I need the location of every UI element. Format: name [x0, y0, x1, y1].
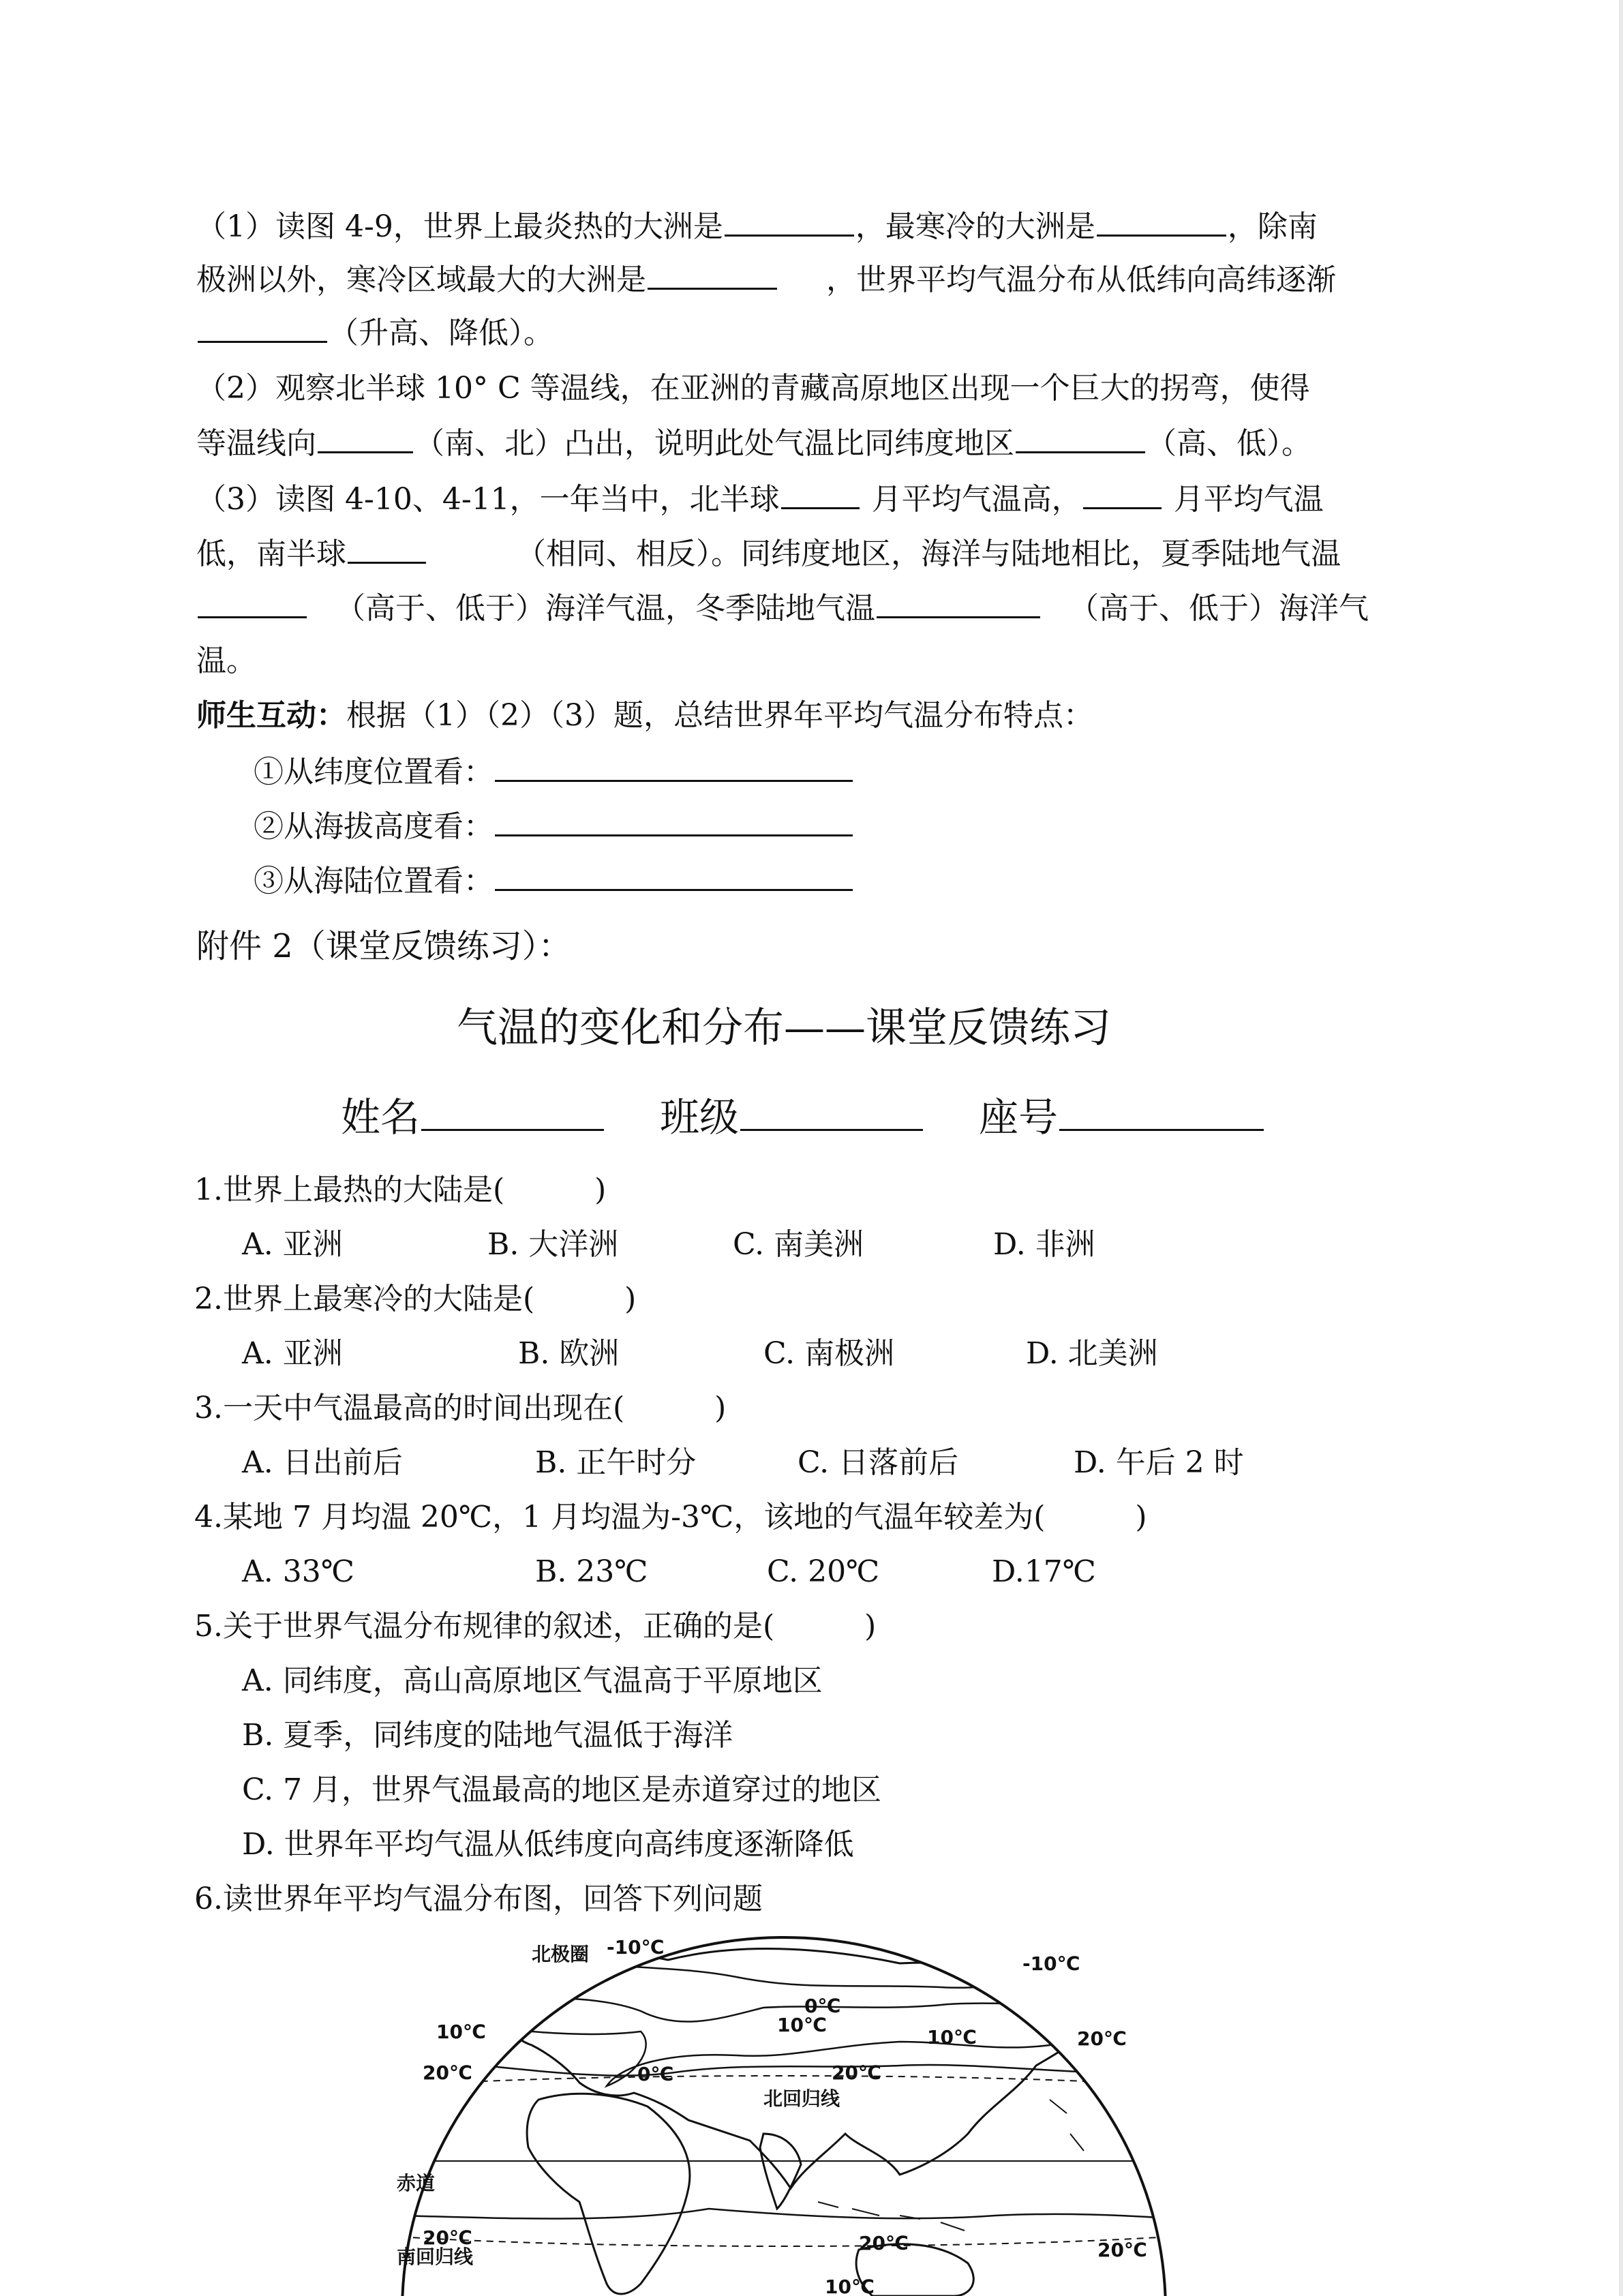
- interaction-item-label: ①从纬度位置看：: [254, 755, 494, 789]
- blank-north-month-low[interactable]: [1083, 477, 1162, 509]
- interaction-text: 根据（1）（2）（3）题，总结世界年平均气温分布特点：: [346, 698, 1093, 733]
- option-c[interactable]: C. 20℃: [767, 1554, 880, 1589]
- q1-text-f: （升高、降低）。: [329, 316, 553, 350]
- option-b[interactable]: B. 正午时分: [535, 1445, 697, 1480]
- label-isotherm-0: 0℃: [637, 2063, 674, 2085]
- q3-line-3: [196, 586, 1369, 629]
- option-c[interactable]: C. 日落前后: [798, 1445, 959, 1480]
- q3-line-2: [196, 532, 1341, 575]
- label-isotherm-20-south-west: 20℃: [423, 2226, 472, 2249]
- q1-line-3: [196, 311, 553, 354]
- q3-text-e: （相同、相反）。同纬度地区，海洋与陆地相比，夏季陆地气温: [516, 537, 1341, 571]
- option-c[interactable]: C. 南极洲: [763, 1336, 895, 1371]
- landmass-islands: [818, 2100, 1084, 2231]
- q1-line-2: [196, 258, 1336, 301]
- option-a[interactable]: A. 33℃: [242, 1554, 354, 1589]
- tropic-of-capricorn-line: [389, 2236, 1179, 2246]
- label-isotherm-minus10: -10℃: [607, 1936, 665, 1959]
- q3-text-d: 低，南半球: [196, 537, 346, 571]
- blank-summer-land[interactable]: [198, 586, 307, 618]
- name-label: 姓名: [341, 1094, 421, 1141]
- q3-text-a: （3）读图 4-10、4-11，一年当中，北半球: [196, 482, 780, 517]
- blank-compare[interactable]: [1016, 421, 1145, 453]
- q2-line-1: （2）观察北半球 10° C 等温线，在亚洲的青藏高原地区出现一个巨大的拐弯，使得: [196, 371, 1310, 406]
- q1-text-d: 极洲以外，寒冷区域最大的大洲是: [196, 262, 646, 297]
- option-d[interactable]: D.17℃: [992, 1554, 1096, 1589]
- interaction-item-3: [254, 859, 854, 902]
- landmass-india: [760, 2134, 801, 2209]
- name-field[interactable]: [421, 1091, 604, 1131]
- q2-text-a: 等温线向: [196, 426, 316, 461]
- question-5-option-a[interactable]: A. 同纬度，高山高原地区气温高于平原地区: [242, 1663, 823, 1698]
- q1-text-c: ，除南: [1227, 209, 1318, 244]
- isotherm-20: [409, 2059, 1172, 2076]
- q2-line-2: [196, 421, 1311, 464]
- class-field[interactable]: [740, 1091, 923, 1131]
- seat-label: 座号: [979, 1094, 1059, 1141]
- q1-text-b: ，最寒冷的大洲是: [855, 209, 1095, 244]
- label-isotherm-20-south-mid: 20℃: [859, 2232, 909, 2254]
- option-b[interactable]: B. 欧洲: [518, 1336, 620, 1371]
- question-6-stem: 6.读世界年平均气温分布图，回答下列问题: [194, 1882, 763, 1916]
- landmass-africa: [527, 2094, 690, 2294]
- question-3-options: [242, 1442, 1244, 1483]
- blank-trend[interactable]: [198, 311, 327, 343]
- option-c[interactable]: C. 南美洲: [733, 1227, 864, 1262]
- label-isotherm-minus10-east: -10℃: [1022, 1952, 1080, 1975]
- q3-text-g: （高于、低于）海洋气: [1069, 591, 1369, 626]
- question-4-stem: 4.某地 7 月均温 20℃，1 月均温为-3℃，该地的气温年较差为( ): [194, 1500, 1147, 1535]
- label-isotherm-10-mid: 10℃: [777, 2014, 827, 2036]
- blank-hottest-continent[interactable]: [725, 205, 854, 237]
- question-1-stem: 1.世界上最热的大陆是( ): [194, 1173, 607, 1207]
- label-isotherm-20-mid: 20℃: [832, 2061, 881, 2084]
- interaction-item-label: ③从海陆位置看：: [254, 864, 494, 898]
- q3-line-4: 温。: [196, 644, 256, 678]
- interaction-item-label: ②从海拔高度看：: [254, 809, 494, 844]
- option-d[interactable]: D. 北美洲: [1026, 1336, 1158, 1371]
- blank-largest-cold-region[interactable]: [648, 258, 777, 290]
- q1-text-e: ，世界平均气温分布从低纬向高纬逐渐: [826, 262, 1336, 297]
- tropic-of-cancer-line: [395, 2076, 1172, 2086]
- world-temperature-map: [382, 1929, 1186, 2296]
- question-4-options: [242, 1552, 1096, 1592]
- q1-line-1: [196, 205, 1318, 247]
- page-edge: [1619, 0, 1623, 2296]
- label-tropic-of-capricorn: 南回归线: [397, 2246, 474, 2268]
- q3-text-c: 月平均气温: [1173, 482, 1324, 517]
- q3-text-b: 月平均气温高，: [871, 482, 1082, 517]
- blank-altitude[interactable]: [495, 804, 853, 836]
- option-a[interactable]: A. 亚洲: [242, 1336, 343, 1371]
- attachment-heading: 附件 2（课堂反馈练习）：: [196, 927, 571, 965]
- label-arctic-circle: 北极圈: [532, 1943, 590, 1965]
- q3-line-1: [196, 477, 1324, 520]
- option-b[interactable]: B. 大洋洲: [487, 1227, 619, 1262]
- option-a[interactable]: A. 日出前后: [242, 1445, 403, 1480]
- option-a[interactable]: A. 亚洲: [242, 1227, 343, 1262]
- interaction-item-1: [254, 750, 854, 793]
- option-d[interactable]: D. 午后 2 时: [1074, 1445, 1244, 1480]
- interaction-line: [196, 695, 1093, 736]
- option-b[interactable]: B. 23℃: [535, 1554, 648, 1589]
- class-label: 班级: [660, 1094, 740, 1141]
- q2-text-b: （南、北）凸出，说明此处气温比同纬度地区: [414, 426, 1014, 461]
- question-1-options: [242, 1224, 1095, 1265]
- label-equator: 赤道: [397, 2172, 436, 2194]
- question-5-option-b[interactable]: B. 夏季，同纬度的陆地气温低于海洋: [242, 1718, 733, 1753]
- question-5-stem: 5.关于世界气温分布规律的叙述，正确的是( ): [194, 1609, 877, 1644]
- blank-latitude[interactable]: [495, 750, 853, 782]
- option-d[interactable]: D. 非洲: [993, 1227, 1095, 1262]
- label-isotherm-20-east: 20℃: [1077, 2027, 1127, 2050]
- label-isotherm-20-west: 20℃: [423, 2061, 472, 2084]
- q2-text-c: （高、低）。: [1147, 426, 1311, 461]
- blank-winter-land[interactable]: [877, 586, 1040, 618]
- seat-field[interactable]: [1059, 1091, 1264, 1131]
- question-2-options: [242, 1333, 1158, 1374]
- question-5-option-d[interactable]: D. 世界年平均气温从低纬度向高纬度逐渐降低: [242, 1827, 854, 1862]
- worksheet-title: 气温的变化和分布——课堂反馈练习: [457, 1004, 1111, 1052]
- label-isotherm-10-east: 10℃: [927, 2026, 977, 2049]
- q1-text-a: （1）读图 4-9，世界上最炎热的大洲是: [196, 209, 723, 244]
- label-isotherm-10-west: 10℃: [436, 2021, 486, 2043]
- q3-text-f: （高于、低于）海洋气温，冬季陆地气温: [335, 591, 875, 626]
- question-5-option-c[interactable]: C. 7 月，世界气温最高的地区是赤道穿过的地区: [242, 1772, 882, 1807]
- blank-coldest-continent[interactable]: [1097, 205, 1226, 237]
- student-info-row: [341, 1091, 1265, 1141]
- label-isotherm-10-south: 10℃: [825, 2276, 875, 2296]
- label-tropic-of-cancer: 北回归线: [763, 2087, 840, 2110]
- interaction-item-2: [254, 804, 854, 847]
- blank-south-hemisphere[interactable]: [348, 532, 426, 564]
- isotherm-20-south: [402, 2209, 1179, 2219]
- blank-north-month-high[interactable]: [781, 477, 860, 509]
- question-2-stem: 2.世界上最寒冷的大陆是( ): [194, 1282, 637, 1316]
- blank-land-sea[interactable]: [495, 859, 853, 891]
- interaction-label: 师生互动：: [196, 698, 346, 733]
- label-isotherm-0-east: 0℃: [804, 1995, 841, 2017]
- blank-bulge-direction[interactable]: [318, 421, 413, 453]
- label-isotherm-20-south-east: 20℃: [1097, 2239, 1147, 2261]
- question-3-stem: 3.一天中气温最高的时间出现在( ): [194, 1391, 727, 1425]
